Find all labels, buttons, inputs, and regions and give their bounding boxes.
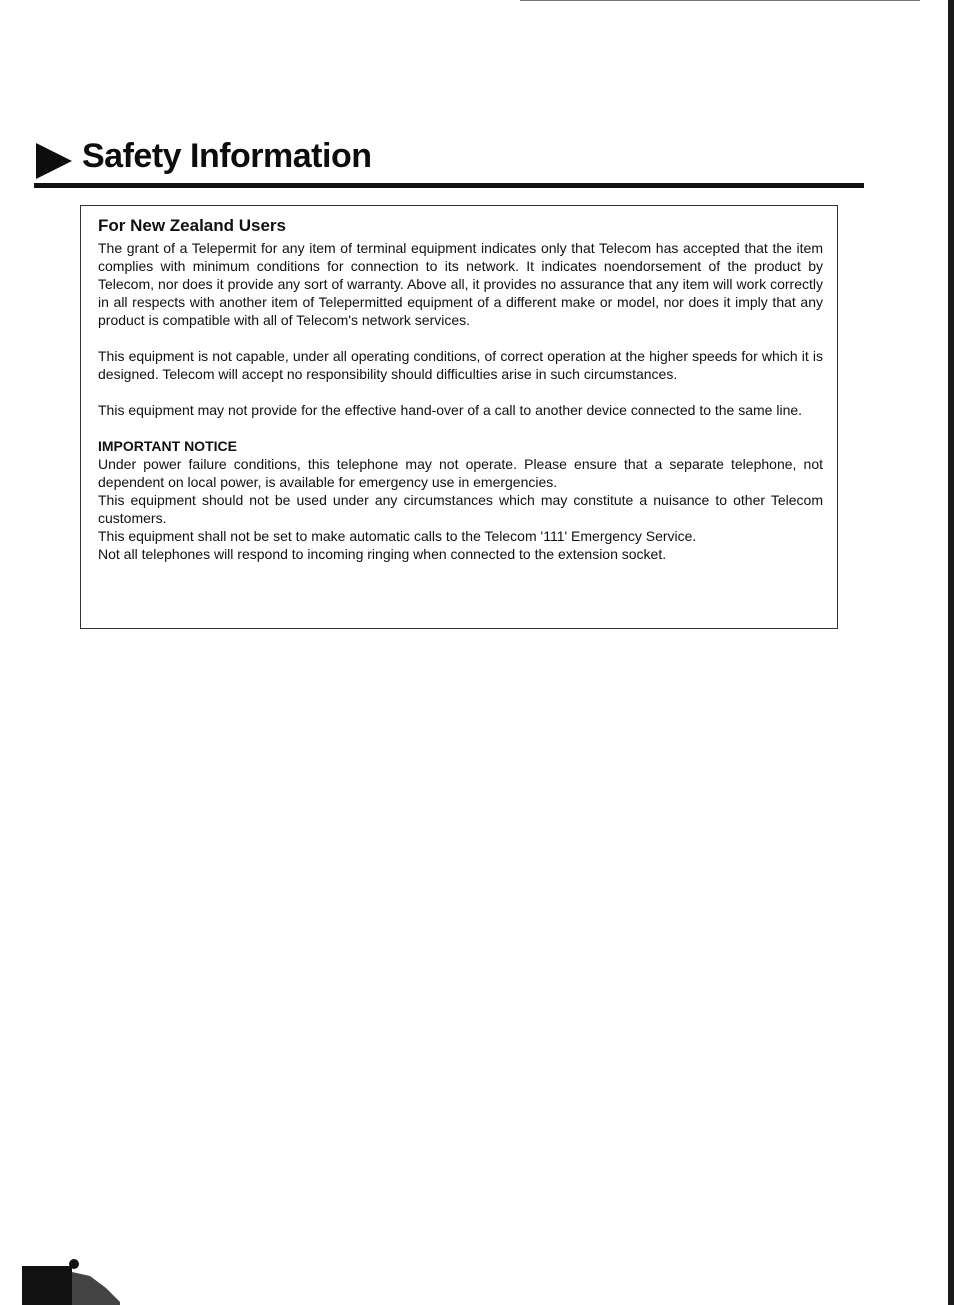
- page-corner-tab-mark: [22, 1258, 122, 1305]
- handover-paragraph: This equipment may not provide for the effective hand-over of a call to another device connected to the same line.: [98, 402, 803, 418]
- top-edge-rule: [520, 0, 920, 1]
- section-header: [34, 135, 864, 191]
- right-triangle-icon: [34, 141, 74, 181]
- telepermit-paragraph: The grant of a Telepermit for any item of terminal equipment indicates only that Telecom has accepted that the item complies with minimum conditions for connection to its network. It indicates noendorsement of the product by Telecom, nor does it provide any sort of warranty. Above all, it provides no assurance that any item will work correctly in all respects with another item of Telepermitted equipment of a different make or model, nor does it imply that any product is compatible with all of Telecom's network services.: [98, 240, 823, 328]
- important-notice-heading: IMPORTANT NOTICE: [98, 438, 237, 454]
- speed-paragraph: This equipment is not capable, under all operating conditions, of correct operation at the higher speeds for which it is designed. Telecom will accept no responsibility should difficulties arise in such circumstances.: [98, 348, 823, 382]
- emergency-service-line: This equipment shall not be set to make automatic calls to the Telecom '111' Emergency Service.: [98, 528, 697, 544]
- header-underline: [34, 183, 864, 188]
- notice-heading: For New Zealand Users: [98, 216, 287, 235]
- page-edge-shadow: [948, 0, 954, 1305]
- new-zealand-notice-box: [80, 205, 838, 629]
- notice-content: [98, 216, 823, 563]
- page-title: Safety Information: [82, 137, 372, 175]
- extension-socket-line: Not all telephones will respond to incoming ringing when connected to the extension socket.: [98, 546, 667, 562]
- nuisance-line: This equipment should not be used under any circumstances which may constitute a nuisance to other Telecom customers.: [98, 492, 823, 526]
- power-failure-line: Under power failure conditions, this telephone may not operate. Please ensure that a separate telephone, not dependent on local power, is available for emergency use in emergencies.: [98, 456, 823, 490]
